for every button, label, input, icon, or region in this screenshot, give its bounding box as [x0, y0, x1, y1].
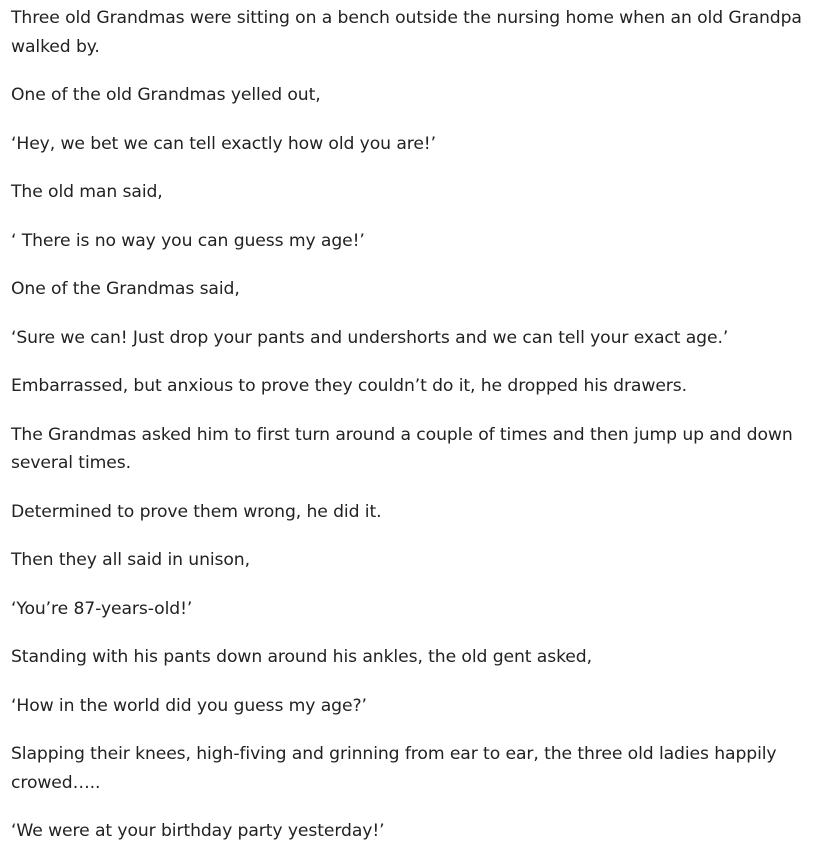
paragraph: Three old Grandmas were sitting on a bench outside the nursing home when an old Grandpa walked by. [11, 8, 802, 57]
paragraph: The old man said, [11, 182, 163, 202]
paragraph: ‘We were at your birthday party yesterday!’ [11, 821, 385, 841]
story-text [11, 4, 811, 866]
paragraph: Slapping their knees, high-fiving and grinning from ear to ear, the three old ladies happily crowed….. [11, 744, 777, 793]
paragraph: ‘ There is no way you can guess my age!’ [11, 230, 365, 251]
paragraph: One of the old Grandmas yelled out, [11, 85, 321, 105]
paragraph: ‘You’re 87-years-old!’ [11, 598, 193, 619]
paragraph: ‘Hey, we bet we can tell exactly how old you are!’ [11, 133, 436, 154]
paragraph: Embarrassed, but anxious to prove they couldn’t do it, he dropped his drawers. [11, 376, 687, 396]
paragraph: Determined to prove them wrong, he did it. [11, 501, 382, 522]
paragraph: The Grandmas asked him to first turn around a couple of times and then jump up and down several times. [11, 424, 793, 473]
paragraph: ‘Sure we can! Just drop your pants and undershorts and we can tell your exact age.’ [11, 327, 729, 348]
paragraph: Standing with his pants down around his ankles, the old gent asked, [11, 647, 592, 667]
paragraph: Then they all said in unison, [11, 550, 250, 570]
paragraph: One of the Grandmas said, [11, 279, 240, 299]
paragraph: ‘How in the world did you guess my age?’ [11, 695, 367, 716]
